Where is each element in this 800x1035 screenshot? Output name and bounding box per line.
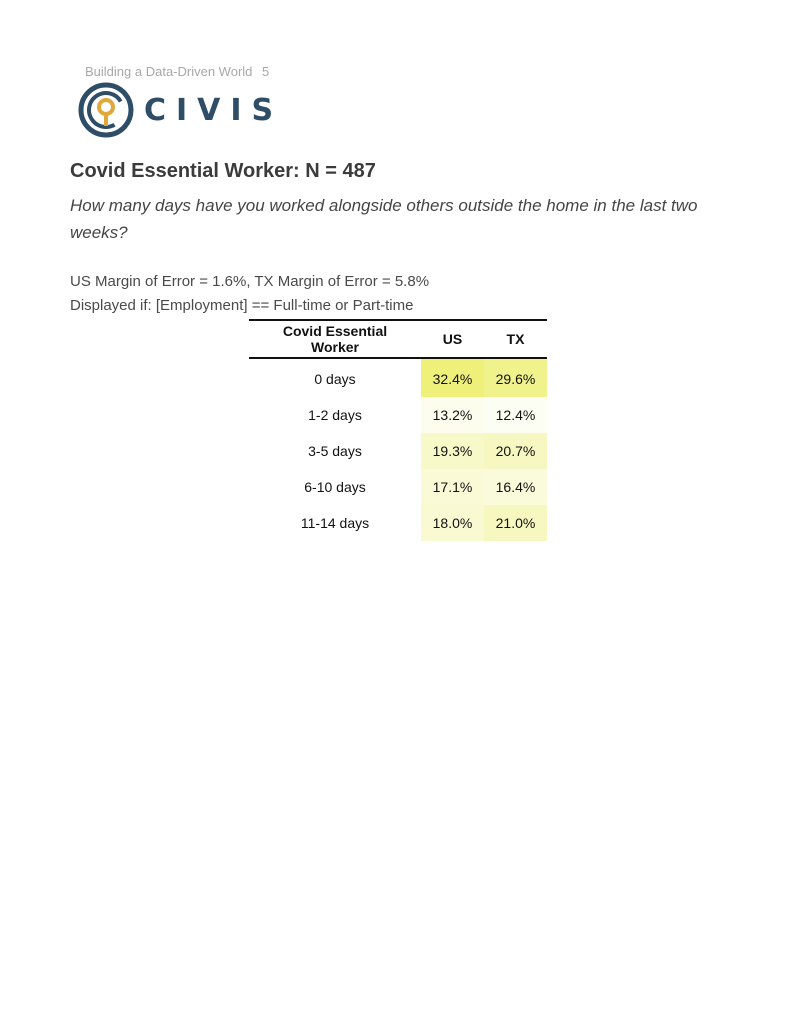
us-value-cell: 13.2% (421, 397, 484, 433)
row-label: 0 days (314, 371, 356, 387)
tx-value-cell: 20.7% (484, 433, 547, 469)
results-table (249, 319, 547, 541)
civis-logo (78, 82, 283, 138)
table-row (249, 469, 547, 505)
us-value-cell: 19.3% (421, 433, 484, 469)
margin-of-error: US Margin of Error = 1.6%, TX Margin of Error = 5.8% (70, 273, 430, 290)
row-label: 3-5 days (308, 443, 362, 459)
column-header-category: Covid Essential Worker (249, 320, 421, 358)
row-label: 11-14 days (300, 515, 370, 531)
column-header-tx: TX (484, 320, 547, 358)
row-label: 1-2 days (308, 407, 362, 423)
us-value-cell: 32.4% (421, 358, 484, 397)
table-row (249, 397, 547, 433)
running-header (85, 64, 269, 79)
tx-value-cell: 21.0% (484, 505, 547, 541)
page-title: Covid Essential Worker: N = 487 (70, 160, 376, 182)
logo-text: CIVIS (144, 92, 284, 128)
display-condition: Displayed if: [Employment] == Full-time or Part-time (70, 297, 414, 314)
us-value-cell: 18.0% (421, 505, 484, 541)
table-row (249, 433, 547, 469)
row-label: 6-10 days (304, 479, 366, 495)
civis-logo-icon (78, 82, 134, 138)
tx-value-cell: 29.6% (484, 358, 547, 397)
table-row (249, 358, 547, 397)
page-number: 5 (262, 64, 270, 79)
running-title: Building a Data-Driven World (85, 64, 253, 79)
column-header-us: US (421, 320, 484, 358)
survey-question: How many days have you worked alongside others outside the home in the last two weeks? (70, 196, 698, 242)
tx-value-cell: 12.4% (484, 397, 547, 433)
survey-meta (70, 270, 429, 318)
us-value-cell: 17.1% (421, 469, 484, 505)
table-header-row (249, 320, 547, 358)
tx-value-cell: 16.4% (484, 469, 547, 505)
table-row (249, 505, 547, 541)
